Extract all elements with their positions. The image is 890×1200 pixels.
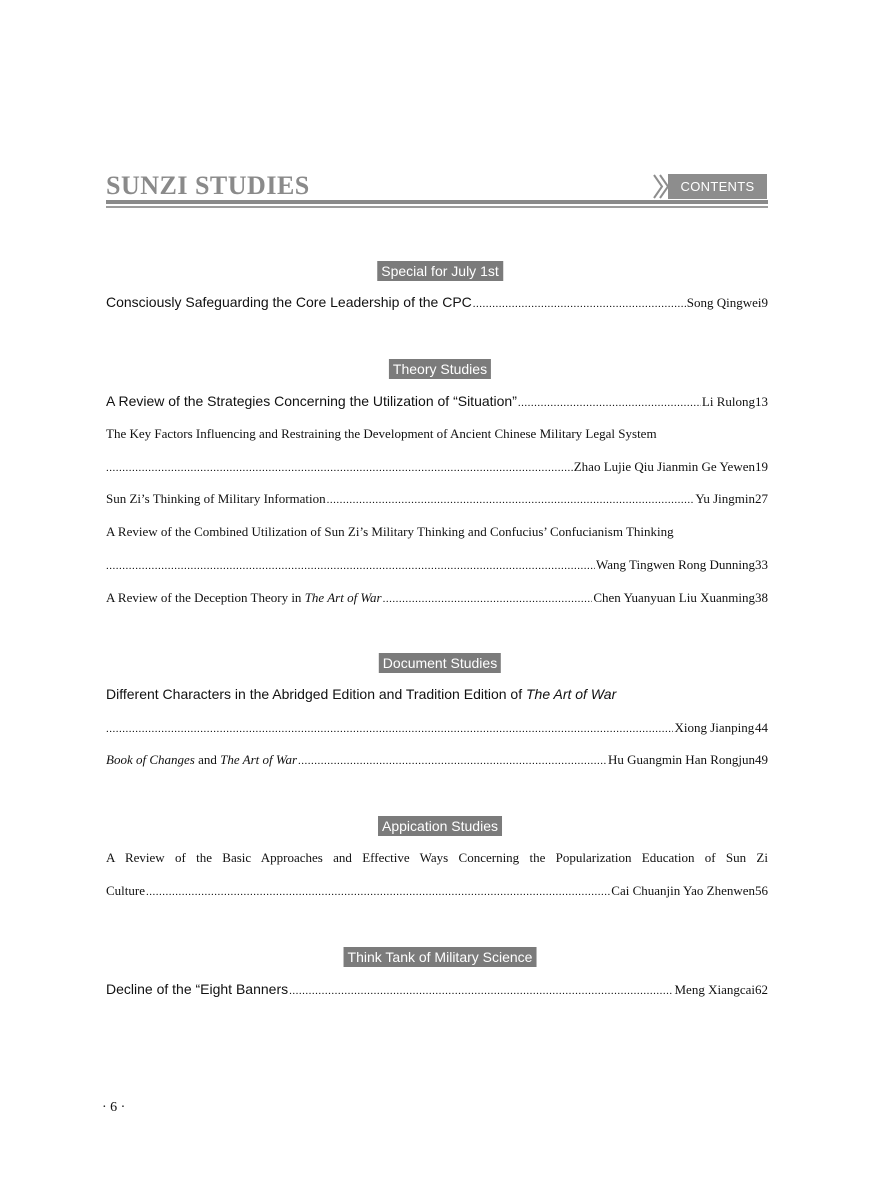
toc-entry[interactable] (106, 981, 768, 998)
entry-page: 33 (755, 557, 768, 572)
entry-title: A Review of the Deception Theory in The Art of War (106, 590, 382, 605)
entry-title: A Review of the Strategies Concerning the Utilization of “Situation” (106, 393, 517, 409)
section-header: Theory Studies (389, 359, 491, 379)
entry-page: 9 (761, 295, 768, 310)
dot-leader (106, 723, 673, 735)
dot-leader (473, 298, 686, 310)
toc-entry[interactable] (106, 752, 768, 768)
entry-authors: Chen Yuanyuan Liu Xuanming (593, 590, 755, 605)
contents-tab (652, 174, 767, 199)
contents-label: CONTENTS (668, 174, 767, 199)
toc-entry[interactable] (106, 720, 768, 736)
entry-title[interactable]: A Review of the Basic Approaches and Effective Ways Concerning the Popularization Education of Sun Zi (106, 850, 768, 865)
entry-authors: Yu Jingmin (695, 491, 755, 506)
entry-title[interactable]: The Key Factors Influencing and Restraining the Development of Ancient Chinese Military Legal System (106, 426, 657, 441)
dot-leader (106, 462, 573, 474)
toc-entry[interactable] (106, 459, 768, 475)
entry-page: 27 (755, 491, 768, 506)
toc-entry[interactable] (106, 883, 768, 899)
entry-title: Consciously Safeguarding the Core Leadership of the CPC (106, 294, 472, 310)
entry-page: 19 (755, 459, 768, 474)
entry-title: Decline of the “Eight Banners (106, 981, 289, 997)
entry-page: 62 (755, 982, 768, 997)
page-number: · 6 · (102, 1100, 126, 1115)
section-header: Think Tank of Military Science (344, 947, 537, 967)
dot-leader (298, 755, 607, 767)
header-divider (106, 206, 768, 208)
entry-title[interactable]: A Review of the Combined Utilization of Sun Zi’s Military Thinking and Confucius’ Confucianism Thinking (106, 524, 674, 539)
entry-authors: Meng Xiangcai (674, 982, 755, 997)
section-header: Document Studies (379, 653, 501, 673)
entry-title: Sun Zi’s Thinking of Military Information (106, 491, 326, 506)
toc-entry[interactable] (106, 491, 768, 507)
dot-leader (146, 886, 610, 898)
entry-title: Book of Changes and The Art of War (106, 752, 298, 767)
section-header: Special for July 1st (377, 261, 503, 281)
dot-leader (327, 494, 695, 506)
entry-page: 38 (755, 590, 768, 605)
entry-page: 13 (755, 394, 768, 409)
entry-authors: Song Qingwei (686, 295, 762, 310)
entry-authors: Wang Tingwen Rong Dunning (596, 557, 755, 572)
entry-page: 44 (755, 720, 768, 735)
entry-authors: Li Rulong (701, 394, 755, 409)
entry-title[interactable]: Different Characters in the Abridged Edition and Tradition Edition of The Art of War (106, 686, 617, 702)
dot-leader (289, 985, 673, 997)
section-header: Appication Studies (378, 816, 502, 836)
entry-title: Culture (106, 883, 145, 898)
journal-title: SUNZI STUDIES (106, 171, 310, 200)
entry-authors: Hu Guangmin Han Rongjun (608, 752, 755, 767)
toc-entry[interactable] (106, 294, 768, 311)
entry-authors: Cai Chuanjin Yao Zhenwen (611, 883, 755, 898)
toc-entry[interactable] (106, 393, 768, 410)
entry-authors: Xiong Jianping (674, 720, 755, 735)
toc-entry[interactable] (106, 557, 768, 573)
dot-leader (518, 397, 701, 409)
header-divider (106, 200, 768, 204)
dot-leader (106, 560, 595, 572)
entry-page: 56 (755, 883, 768, 898)
entry-authors: Zhao Lujie Qiu Jianmin Ge Yewen (573, 459, 755, 474)
dot-leader (383, 593, 593, 605)
entry-page: 49 (755, 752, 768, 767)
toc-entry[interactable] (106, 590, 768, 606)
